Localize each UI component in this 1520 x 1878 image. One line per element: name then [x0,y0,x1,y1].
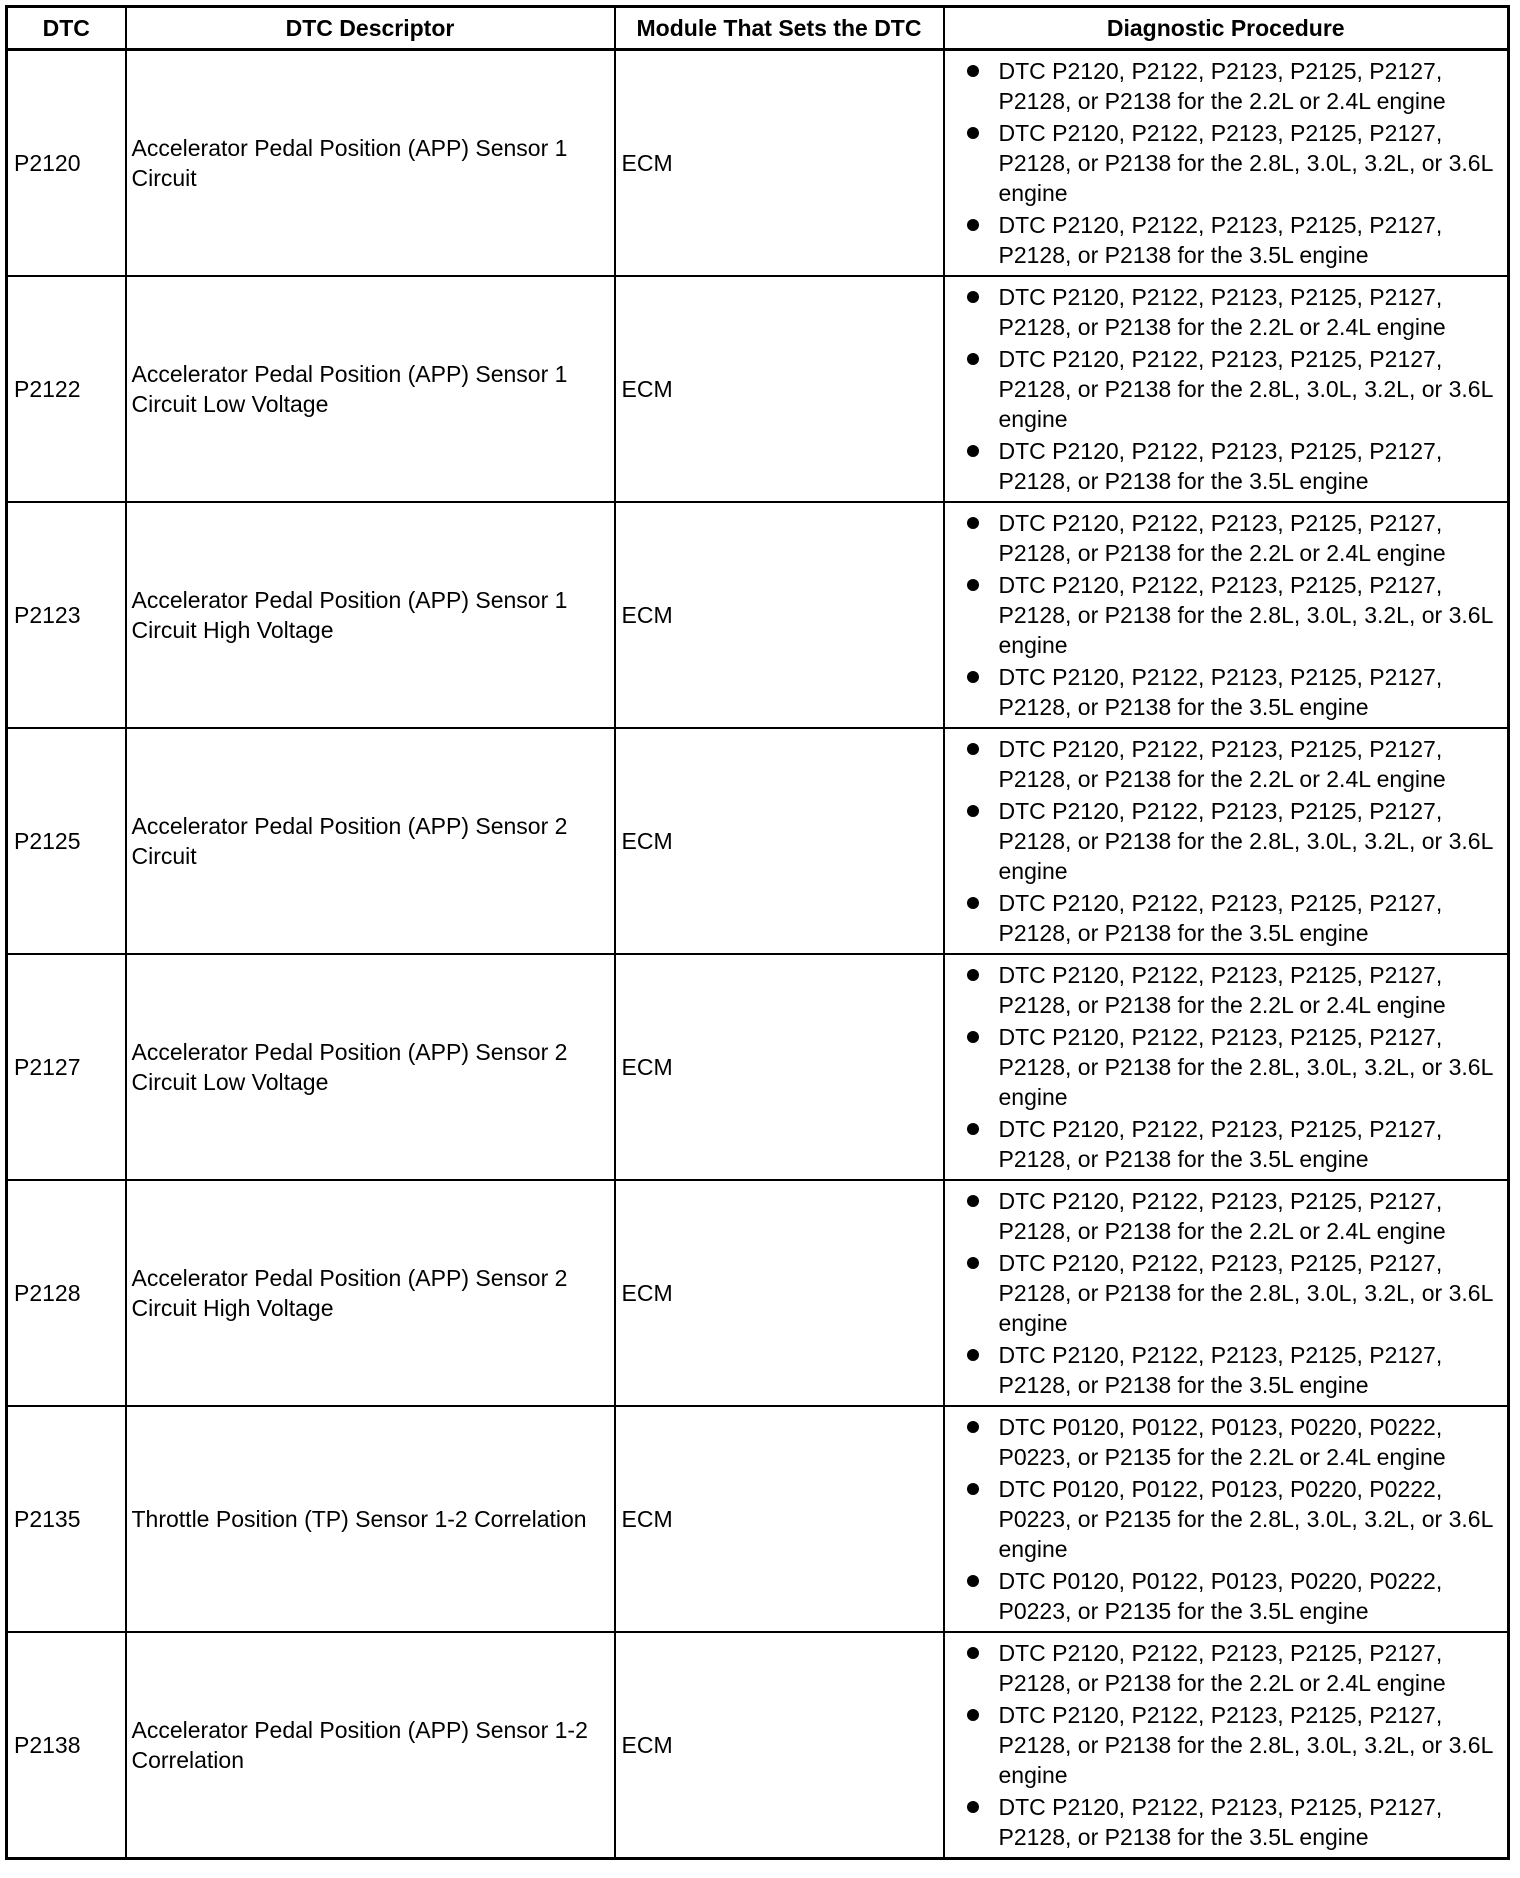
procedure-item [965,1638,1502,1698]
bullet-icon [967,897,979,909]
procedure-item [965,1248,1502,1338]
dtc-code: P2122 [7,276,126,502]
table-row [7,1406,1509,1632]
module-name: ECM [615,1406,944,1632]
procedure-text: DTC P2120, P2122, P2123, P2125, P2127, P2128, or P2138 for the 2.8L, 3.0L, 3.2L, or 3.6L engine [998,1702,1493,1788]
procedure-item [965,1566,1502,1626]
bullet-icon [967,969,979,981]
procedure-item [965,1412,1502,1472]
module-name: ECM [615,276,944,502]
procedure-text: DTC P2120, P2122, P2123, P2125, P2127, P2128, or P2138 for the 2.2L or 2.4L engine [998,1640,1446,1696]
bullet-icon [967,1031,979,1043]
procedure-text: DTC P2120, P2122, P2123, P2125, P2127, P2128, or P2138 for the 2.8L, 3.0L, 3.2L, or 3.6L engine [998,1250,1493,1336]
procedure-item [965,1340,1502,1400]
procedure-text: DTC P2120, P2122, P2123, P2125, P2127, P2128, or P2138 for the 3.5L engine [998,1342,1443,1398]
procedure-list [965,734,1502,948]
module-name: ECM [615,954,944,1180]
procedure-text: DTC P0120, P0122, P0123, P0220, P0222, P0223, or P2135 for the 2.8L, 3.0L, 3.2L, or 3.6L engine [998,1476,1493,1562]
module-name: ECM [615,50,944,277]
table-row [7,1180,1509,1406]
module-name: ECM [615,502,944,728]
procedure-item [965,436,1502,496]
procedure-item [965,1474,1502,1564]
dtc-table [5,5,1510,1860]
procedure-item [965,210,1502,270]
procedure-text: DTC P2120, P2122, P2123, P2125, P2127, P2128, or P2138 for the 3.5L engine [998,890,1443,946]
table-row [7,276,1509,502]
header-dtc: DTC [7,7,126,50]
procedure-text: DTC P0120, P0122, P0123, P0220, P0222, P0223, or P2135 for the 2.2L or 2.4L engine [998,1414,1446,1470]
procedure-item [965,662,1502,722]
procedure-text: DTC P2120, P2122, P2123, P2125, P2127, P2128, or P2138 for the 2.2L or 2.4L engine [998,736,1446,792]
bullet-icon [967,1195,979,1207]
bullet-icon [967,219,979,231]
dtc-code: P2125 [7,728,126,954]
diagnostic-procedure [944,954,1509,1180]
dtc-code: P2128 [7,1180,126,1406]
bullet-icon [967,127,979,139]
procedure-item [965,56,1502,116]
header-module: Module That Sets the DTC [615,7,944,50]
procedure-list [965,1638,1502,1852]
procedure-item [965,1114,1502,1174]
table-row [7,728,1509,954]
bullet-icon [967,1123,979,1135]
procedure-item [965,734,1502,794]
procedure-item [965,508,1502,568]
table-row [7,954,1509,1180]
dtc-code: P2138 [7,1632,126,1859]
diagnostic-procedure [944,1632,1509,1859]
bullet-icon [967,353,979,365]
procedure-text: DTC P0120, P0122, P0123, P0220, P0222, P0223, or P2135 for the 3.5L engine [998,1568,1443,1624]
bullet-icon [967,1801,979,1813]
dtc-descriptor: Accelerator Pedal Position (APP) Sensor 1 Circuit [126,50,615,277]
procedure-item [965,1186,1502,1246]
procedure-item [965,888,1502,948]
diagnostic-procedure [944,276,1509,502]
module-name: ECM [615,1632,944,1859]
bullet-icon [967,805,979,817]
bullet-icon [967,1709,979,1721]
table-row [7,50,1509,277]
procedure-text: DTC P2120, P2122, P2123, P2125, P2127, P2128, or P2138 for the 3.5L engine [998,212,1443,268]
procedure-list [965,1186,1502,1400]
procedure-text: DTC P2120, P2122, P2123, P2125, P2127, P2128, or P2138 for the 3.5L engine [998,1116,1443,1172]
procedure-text: DTC P2120, P2122, P2123, P2125, P2127, P2128, or P2138 for the 2.2L or 2.4L engine [998,1188,1446,1244]
table-row [7,502,1509,728]
procedure-item [965,570,1502,660]
dtc-descriptor: Accelerator Pedal Position (APP) Sensor 1 Circuit High Voltage [126,502,615,728]
diagnostic-procedure [944,728,1509,954]
diagnostic-procedure [944,502,1509,728]
procedure-text: DTC P2120, P2122, P2123, P2125, P2127, P2128, or P2138 for the 2.2L or 2.4L engine [998,284,1446,340]
bullet-icon [967,1483,979,1495]
diagnostic-procedure [944,1180,1509,1406]
dtc-code: P2127 [7,954,126,1180]
dtc-code: P2120 [7,50,126,277]
procedure-item [965,282,1502,342]
procedure-item [965,344,1502,434]
header-diagnostic-procedure: Diagnostic Procedure [944,7,1509,50]
procedure-item [965,1022,1502,1112]
bullet-icon [967,1349,979,1361]
bullet-icon [967,579,979,591]
procedure-item [965,796,1502,886]
module-name: ECM [615,728,944,954]
module-name: ECM [615,1180,944,1406]
procedure-item [965,960,1502,1020]
procedure-item [965,1700,1502,1790]
bullet-icon [967,1257,979,1269]
bullet-icon [967,671,979,683]
procedure-list [965,960,1502,1174]
procedure-text: DTC P2120, P2122, P2123, P2125, P2127, P2128, or P2138 for the 2.2L or 2.4L engine [998,510,1446,566]
diagnostic-procedure [944,50,1509,277]
procedure-item [965,1792,1502,1852]
procedure-text: DTC P2120, P2122, P2123, P2125, P2127, P2128, or P2138 for the 3.5L engine [998,438,1443,494]
header-row [7,7,1509,50]
procedure-text: DTC P2120, P2122, P2123, P2125, P2127, P2128, or P2138 for the 2.2L or 2.4L engine [998,962,1446,1018]
dtc-code: P2123 [7,502,126,728]
bullet-icon [967,445,979,457]
procedure-text: DTC P2120, P2122, P2123, P2125, P2127, P2128, or P2138 for the 2.8L, 3.0L, 3.2L, or 3.6L engine [998,572,1493,658]
diagnostic-procedure [944,1406,1509,1632]
bullet-icon [967,65,979,77]
procedure-text: DTC P2120, P2122, P2123, P2125, P2127, P2128, or P2138 for the 2.8L, 3.0L, 3.2L, or 3.6L engine [998,346,1493,432]
bullet-icon [967,517,979,529]
bullet-icon [967,1421,979,1433]
procedure-text: DTC P2120, P2122, P2123, P2125, P2127, P2128, or P2138 for the 3.5L engine [998,1794,1443,1850]
procedure-text: DTC P2120, P2122, P2123, P2125, P2127, P2128, or P2138 for the 2.8L, 3.0L, 3.2L, or 3.6L engine [998,1024,1493,1110]
bullet-icon [967,291,979,303]
dtc-code: P2135 [7,1406,126,1632]
dtc-descriptor: Accelerator Pedal Position (APP) Sensor 2 Circuit High Voltage [126,1180,615,1406]
procedure-text: DTC P2120, P2122, P2123, P2125, P2127, P2128, or P2138 for the 3.5L engine [998,664,1443,720]
procedure-list [965,282,1502,496]
bullet-icon [967,1647,979,1659]
bullet-icon [967,743,979,755]
procedure-text: DTC P2120, P2122, P2123, P2125, P2127, P2128, or P2138 for the 2.8L, 3.0L, 3.2L, or 3.6L engine [998,798,1493,884]
bullet-icon [967,1575,979,1587]
procedure-text: DTC P2120, P2122, P2123, P2125, P2127, P2128, or P2138 for the 2.8L, 3.0L, 3.2L, or 3.6L engine [998,120,1493,206]
dtc-descriptor: Accelerator Pedal Position (APP) Sensor 2 Circuit Low Voltage [126,954,615,1180]
procedure-list [965,1412,1502,1626]
procedure-item [965,118,1502,208]
dtc-descriptor: Throttle Position (TP) Sensor 1-2 Correlation [126,1406,615,1632]
table-row [7,1632,1509,1859]
dtc-descriptor: Accelerator Pedal Position (APP) Sensor 1-2 Correlation [126,1632,615,1859]
dtc-descriptor: Accelerator Pedal Position (APP) Sensor 2 Circuit [126,728,615,954]
header-dtc-descriptor: DTC Descriptor [126,7,615,50]
procedure-text: DTC P2120, P2122, P2123, P2125, P2127, P2128, or P2138 for the 2.2L or 2.4L engine [998,58,1446,114]
procedure-list [965,56,1502,270]
dtc-descriptor: Accelerator Pedal Position (APP) Sensor 1 Circuit Low Voltage [126,276,615,502]
procedure-list [965,508,1502,722]
